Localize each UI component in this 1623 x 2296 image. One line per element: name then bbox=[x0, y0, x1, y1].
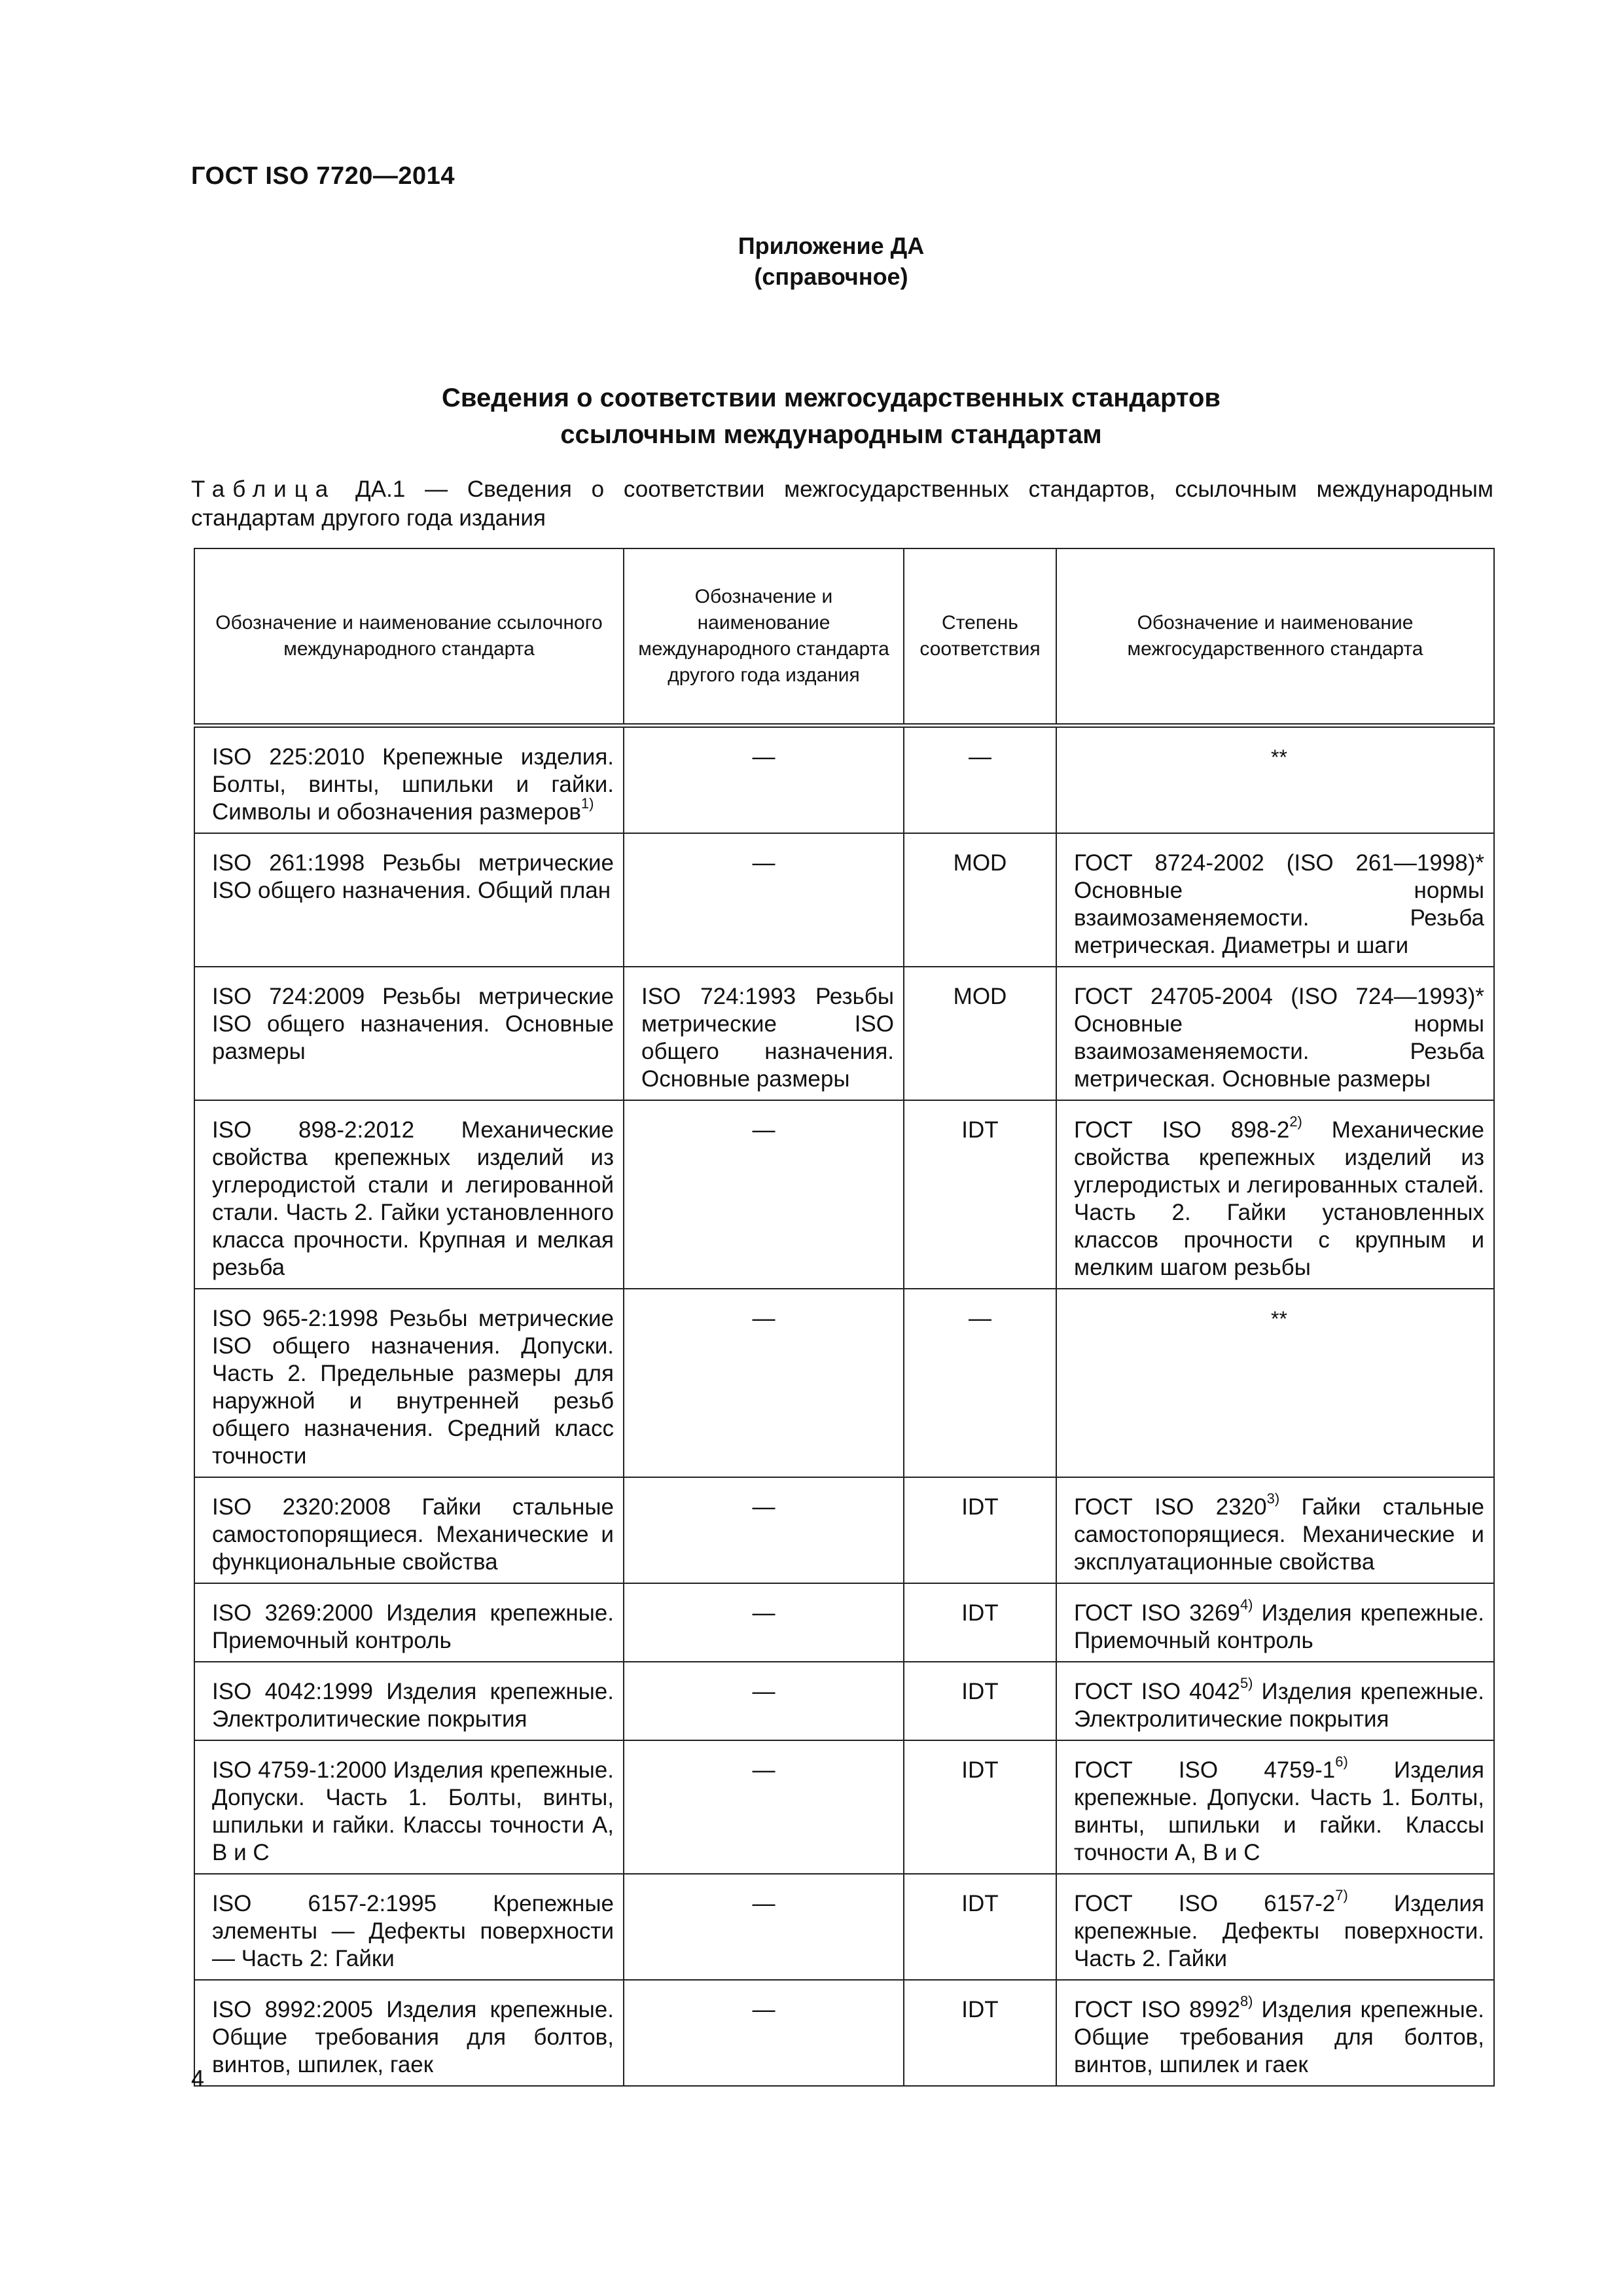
gost-standard-text: ** bbox=[1271, 1307, 1287, 1331]
section-title-line-1: Сведения о соответствии межгосударственных стандартов bbox=[442, 384, 1221, 412]
gost-standard-text: ** bbox=[1271, 745, 1287, 769]
footnote-marker: 3) bbox=[1266, 1490, 1280, 1507]
reference-standard-text: ISO 898-2:2012 Механические свойства крепежных изделий из углеродистой стали и легированной стали. Часть 2. Гайки установленного класса прочности. Крупная и мелкая резьба bbox=[212, 1117, 614, 1280]
table-caption-label: Таблица bbox=[191, 476, 336, 502]
table-row bbox=[194, 1662, 1494, 1740]
cell-other-year-standard: — bbox=[624, 1980, 904, 2086]
column-header-degree: Степень соответствия bbox=[904, 548, 1056, 726]
reference-standard-text: ISO 4042:1999 Изделия крепежные. Электролитические покрытия bbox=[212, 1679, 614, 1732]
cell-other-year-standard: — bbox=[624, 833, 904, 967]
column-header-other-year: Обозначение и наименование международного стандарта другого года издания bbox=[624, 548, 904, 726]
table-row bbox=[194, 1100, 1494, 1289]
annex-heading bbox=[0, 230, 1623, 292]
cell-gost-standard bbox=[1056, 1980, 1494, 2086]
cell-reference-standard bbox=[194, 1289, 624, 1477]
gost-standard-title: Механические свойства крепежных изделий из углеродистых и легированных сталей. Часть 2. Гайки установленных классов прочности с крупным и мелким шагом резьбы bbox=[1074, 1117, 1484, 1280]
cell-reference-standard bbox=[194, 967, 624, 1100]
cell-gost-standard bbox=[1056, 726, 1494, 834]
gost-standard-text: ГОСТ ISO 2320 bbox=[1074, 1494, 1267, 1520]
cell-reference-standard bbox=[194, 1740, 624, 1874]
reference-standard-text: ISO 6157-2:1995 Крепежные элементы — Дефекты поверхности — Часть 2: Гайки bbox=[212, 1891, 614, 1971]
table-body bbox=[194, 726, 1494, 2087]
cell-other-year-standard: — bbox=[624, 1289, 904, 1477]
footnote-marker: 8) bbox=[1240, 1993, 1253, 2010]
table-caption bbox=[191, 475, 1493, 533]
cell-degree: — bbox=[904, 726, 1056, 834]
cell-reference-standard bbox=[194, 1100, 624, 1289]
cell-other-year-standard: — bbox=[624, 1662, 904, 1740]
cell-degree: MOD bbox=[904, 833, 1056, 967]
cell-gost-standard bbox=[1056, 1583, 1494, 1662]
cell-degree: IDT bbox=[904, 1100, 1056, 1289]
reference-standard-text: ISO 4759-1:2000 Изделия крепежные. Допуски. Часть 1. Болты, винты, шпильки и гайки. Классы точности A, B и C bbox=[212, 1757, 614, 1865]
reference-standard-text: ISO 225:2010 Крепежные изделия. Болты, винты, шпильки и гайки. Символы и обозначения размеров bbox=[212, 744, 614, 825]
cell-gost-standard bbox=[1056, 1662, 1494, 1740]
cell-degree: MOD bbox=[904, 967, 1056, 1100]
cell-reference-standard bbox=[194, 1477, 624, 1583]
gost-standard-text: ГОСТ ISO 3269 bbox=[1074, 1600, 1240, 1626]
table-header-row bbox=[194, 548, 1494, 726]
gost-standard-text: ГОСТ ISO 898-2 bbox=[1074, 1117, 1290, 1143]
cell-degree: IDT bbox=[904, 1583, 1056, 1662]
cell-gost-standard bbox=[1056, 1289, 1494, 1477]
reference-standard-text: ISO 8992:2005 Изделия крепежные. Общие требования для болтов, винтов, шпилек, гаек bbox=[212, 1997, 614, 2077]
footnote-marker: 4) bbox=[1240, 1596, 1253, 1613]
cell-degree: IDT bbox=[904, 1740, 1056, 1874]
gost-standard-title: Изделия крепежные. Допуски. Часть 1. Болты, винты, шпильки и гайки. Классы точности A, B и C bbox=[1074, 1757, 1485, 1865]
footnote-marker: 2) bbox=[1289, 1113, 1302, 1130]
cell-gost-standard bbox=[1056, 1100, 1494, 1289]
cell-other-year-standard: — bbox=[624, 1740, 904, 1874]
footnote-marker: 6) bbox=[1335, 1753, 1348, 1770]
cell-other-year-standard: — bbox=[624, 1583, 904, 1662]
table-row bbox=[194, 967, 1494, 1100]
cell-other-year-standard: — bbox=[624, 1874, 904, 1980]
cell-other-year-standard: — bbox=[624, 1100, 904, 1289]
table-row bbox=[194, 1477, 1494, 1583]
table-row bbox=[194, 726, 1494, 834]
table-row bbox=[194, 833, 1494, 967]
cell-other-year-standard: — bbox=[624, 726, 904, 834]
cell-gost-standard bbox=[1056, 967, 1494, 1100]
document-code: ГОСТ ISO 7720—2014 bbox=[191, 162, 455, 190]
cell-reference-standard bbox=[194, 1980, 624, 2086]
gost-standard-text: ГОСТ ISO 4042 bbox=[1074, 1679, 1240, 1704]
cell-other-year-standard: — bbox=[624, 1477, 904, 1583]
gost-standard-title: Изделия крепежные. Дефекты поверхности. Часть 2. Гайки bbox=[1074, 1891, 1485, 1971]
gost-standard-text: ГОСТ 8724-2002 (ISO 261—1998)* Основные нормы взаимозаменяемости. Резьба метрическая. Диаметры и шаги bbox=[1074, 850, 1484, 958]
page-number: 4 bbox=[191, 2065, 205, 2092]
reference-standard-text: ISO 3269:2000 Изделия крепежные. Приемочный контроль bbox=[212, 1600, 614, 1653]
gost-standard-title: Изделия крепежные. Общие требования для болтов, винтов, шпилек и гаек bbox=[1074, 1997, 1485, 2077]
gost-standard-title: Изделия крепежные. Электролитические покрытия bbox=[1074, 1679, 1485, 1732]
reference-standard-text: ISO 965-2:1998 Резьбы метрические ISO общего назначения. Допуски. Часть 2. Предельные размеры для наружной и внутренней резьб общего назначения. Средний класс точности bbox=[212, 1306, 614, 1469]
footnote-marker: 7) bbox=[1335, 1887, 1348, 1904]
table-row bbox=[194, 1874, 1494, 1980]
reference-standard-text: ISO 261:1998 Резьбы метрические ISO общего назначения. Общий план bbox=[212, 850, 614, 903]
cell-gost-standard bbox=[1056, 1874, 1494, 1980]
cell-reference-standard bbox=[194, 1874, 624, 1980]
table-caption-text: ДА.1 — Сведения о соответствии межгосударственных стандартов, ссылочным международным стандартам другого года издания bbox=[191, 476, 1493, 531]
table-row bbox=[194, 1289, 1494, 1477]
cell-degree: IDT bbox=[904, 1980, 1056, 2086]
table-row bbox=[194, 1980, 1494, 2086]
reference-standard-text: ISO 2320:2008 Гайки стальные самостопорящиеся. Механические и функциональные свойства bbox=[212, 1494, 614, 1575]
cell-gost-standard bbox=[1056, 833, 1494, 967]
cell-reference-standard bbox=[194, 726, 624, 834]
gost-standard-text: ГОСТ 24705-2004 (ISO 724—1993)* Основные нормы взаимозаменяемости. Резьба метрическая. Основные размеры bbox=[1074, 984, 1484, 1092]
column-header-reference: Обозначение и наименование ссылочного международного стандарта bbox=[194, 548, 624, 726]
cell-reference-standard bbox=[194, 1662, 624, 1740]
column-header-gost: Обозначение и наименование межгосударственного стандарта bbox=[1056, 548, 1494, 726]
gost-standard-title: Изделия крепежные. Приемочный контроль bbox=[1074, 1600, 1485, 1653]
reference-standard-text: ISO 724:2009 Резьбы метрические ISO общего назначения. Основные размеры bbox=[212, 984, 614, 1064]
gost-standard-text: ГОСТ ISO 4759-1 bbox=[1074, 1757, 1336, 1783]
cell-degree: IDT bbox=[904, 1477, 1056, 1583]
cell-other-year-standard: ISO 724:1993 Резьбы метрические ISO общего назначения. Основные размеры bbox=[624, 967, 904, 1100]
gost-standard-title: Гайки стальные самостопорящиеся. Механические и эксплуатационные свойства bbox=[1074, 1494, 1484, 1575]
cell-reference-standard bbox=[194, 833, 624, 967]
footnote-marker: 1) bbox=[580, 795, 594, 812]
section-title-line-2: ссылочным международным стандартам bbox=[560, 420, 1102, 449]
gost-standard-text: ГОСТ ISO 6157-2 bbox=[1074, 1891, 1336, 1916]
cell-degree: — bbox=[904, 1289, 1056, 1477]
table-row bbox=[194, 1740, 1494, 1874]
annex-kind: (справочное) bbox=[754, 263, 908, 290]
annex-title: Приложение ДА bbox=[738, 232, 925, 259]
footnote-marker: 5) bbox=[1240, 1675, 1253, 1692]
cell-gost-standard bbox=[1056, 1477, 1494, 1583]
table-row bbox=[194, 1583, 1494, 1662]
cell-degree: IDT bbox=[904, 1874, 1056, 1980]
correspondence-table bbox=[194, 548, 1495, 2087]
cell-degree: IDT bbox=[904, 1662, 1056, 1740]
cell-gost-standard bbox=[1056, 1740, 1494, 1874]
section-title bbox=[0, 380, 1623, 453]
cell-reference-standard bbox=[194, 1583, 624, 1662]
gost-standard-text: ГОСТ ISO 8992 bbox=[1074, 1997, 1240, 2022]
